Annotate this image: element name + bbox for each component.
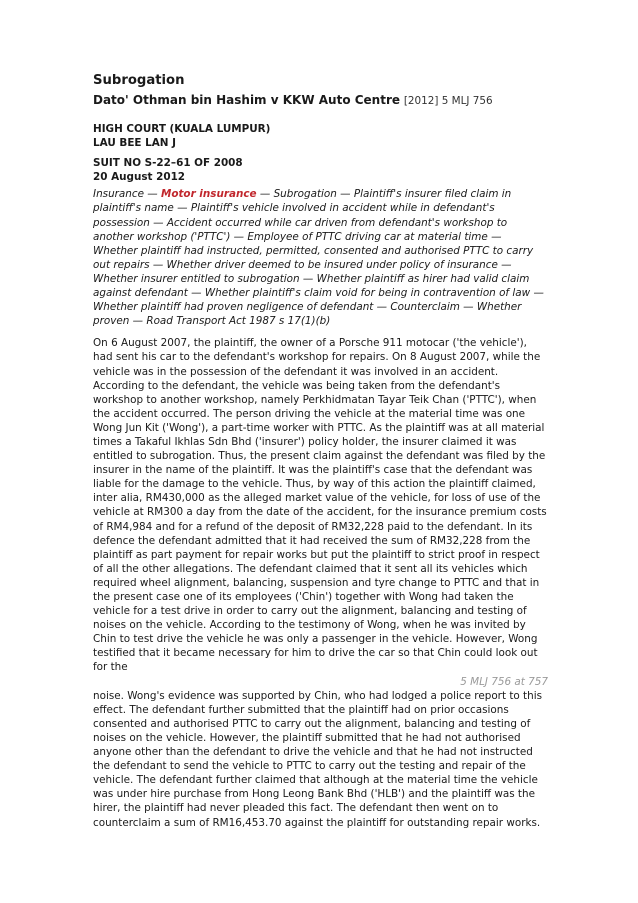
suit-block	[93, 156, 548, 184]
catchwords-keyword: Motor insurance	[160, 188, 257, 201]
headnote	[93, 336, 548, 829]
judge-name: LAU BEE LAN J	[93, 137, 176, 150]
headnote-paragraph-continued: noise. Wong's evidence was supported by Chin, who had lodged a police report to this effect. The defendant further submitted that the plaintiff had on prior occasions consented and authorised PTTC to carry out the alignment, balancing and testing of noises on the vehicle. However, the plaintiff submitted that he had not authorised anyone other than the defendant to drive the vehicle and that he had not instructed the defendant to send the vehicle to PTTC to carry out the testing and repair of the vehicle. The defendant further claimed that although at the material time the vehicle was under hire purchase from Hong Leong Bank Bhd ('HLB') and the plaintiff was the hirer, the plaintiff had never pleaded this fact. The defendant then went on to counterclaim a sum of RM16,453.70 against the plaintiff for outstanding repair works.	[93, 689, 543, 829]
headnote-paragraph: On 6 August 2007, the plaintiff, the owner of a Porsche 911 motocar ('the vehicle'), had sent his car to the defendant's workshop for repairs. On 8 August 2007, while the vehicle was in the possession of the defendant it was involved in an accident. According to the defendant, the vehicle was being taken from the defendant's workshop to another workshop, namely Perkhidmatan Tayar Teik Chan ('PTTC'), when the accident occurred. The person driving the vehicle at the material time was one Wong Jun Kit ('Wong'), a part-time worker with PTTC. As the plaintiff was at all material times a Takaful Ikhlas Sdn Bhd ('insurer') policy holder, the insurer claimed it was entitled to subrogation. Thus, the present claim against the defendant was filed by the insurer in the name of the plaintiff. It was the plaintiff's case that the defendant was liable for the damage to the vehicle. Thus, by way of this action the plaintiff claimed, inter alia, RM430,000 as the alleged market value of the vehicle, for loss of use of the vehicle at RM300 a day from the date of the accident, for the insurance premium costs of RM4,984 and for a refund of the deposit of RM32,228 paid to the defendant. In its defence the defendant admitted that it had received the sum of RM32,228 from the plaintiff as part payment for repair works but put the plaintiff to strict proof in respect of all the other allegations. The defendant claimed that it sent all its vehicles which required wheel alignment, balancing, suspension and tyre change to PTTC and that in the present case one of its employees ('Chin') together with Wong had taken the vehicle for a test drive in order to carry out the alignment, balancing and testing of noises on the vehicle. According to the testimony of Wong, when he was invited by Chin to test drive the vehicle he was only a passenger in the vehicle. However, Wong testified that it became necessary for him to drive the car so that Chin could look out for the	[93, 337, 547, 674]
court-block	[93, 122, 548, 150]
document-title: Subrogation	[93, 73, 185, 88]
judgment-date: 20 August 2012	[93, 171, 186, 184]
case-heading	[93, 92, 548, 110]
case-citation: [2012] 5 MLJ 756	[403, 95, 493, 107]
catchwords-prefix: Insurance —	[93, 188, 161, 201]
page-reference: 5 MLJ 756 at 757	[460, 675, 548, 688]
case-name: Dato' Othman bin Hashim v KKW Auto Centre	[93, 93, 401, 107]
suit-number: SUIT NO S-22–61 OF 2008	[93, 157, 243, 170]
catchwords	[93, 187, 548, 328]
document-page	[93, 72, 548, 830]
court-name: HIGH COURT (KUALA LUMPUR)	[93, 123, 271, 135]
catchwords-text: — Subrogation — Plaintiff's insurer filed claim in plaintiff's name — Plaintiff's vehicle involved in accident while in defendant's possession — Accident occurred while car driven from defendant's workshop to another workshop ('PTTC') — Employee of PTTC driving car at material time — Whether plaintiff had instructed, permitted, consented and authorised PTTC to carry out repairs — Whether driver deemed to be insured under policy of insurance — Whether insurer entitled to subrogation — Whether plaintiff as hirer had valid claim against defendant — Whether plaintiff's claim void for being in contravention of law — Whether plaintiff had proven negligence of defendant — Counterclaim — Whether proven — Road Transport Act 1987 s 17(1)(b)	[93, 188, 544, 328]
